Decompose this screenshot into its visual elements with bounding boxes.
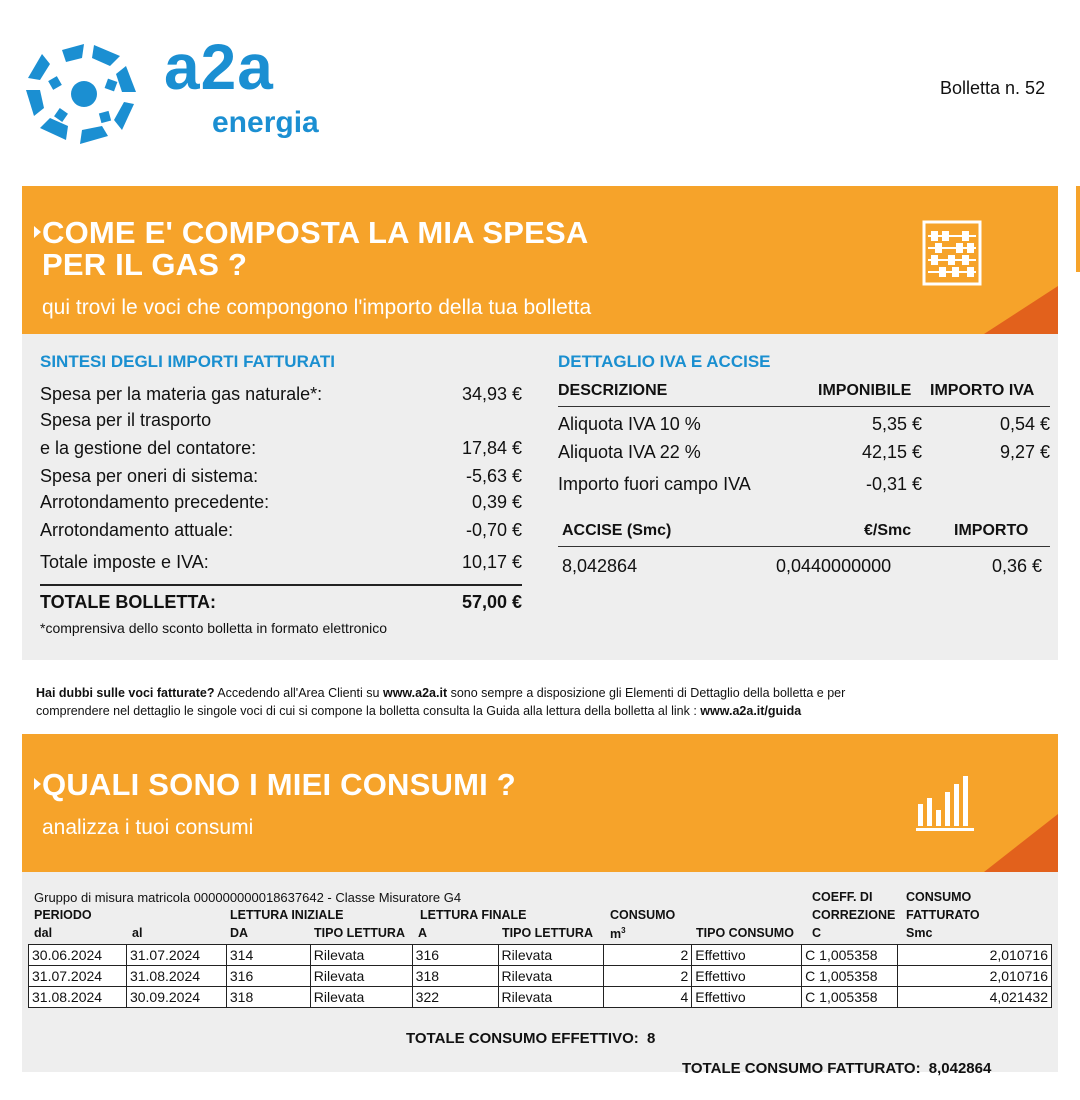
cell-da: 316: [226, 966, 310, 987]
iva-row-vat: 9,27 €: [999, 442, 1050, 462]
consumption-header: [22, 734, 1058, 872]
summary-footnote: *comprensiva dello sconto bolletta in formato elettronico: [40, 620, 388, 636]
iva-header-vat: IMPORTO IVA: [930, 382, 1035, 399]
cell-al: 31.08.2024: [126, 966, 226, 987]
title-arrow-icon: [34, 778, 41, 790]
summary-row-amount: -0,70 €: [465, 520, 522, 540]
brand-name: a2a: [164, 31, 274, 103]
cell-al: 30.09.2024: [126, 987, 226, 1008]
brand-sub: energia: [212, 106, 319, 139]
summary-row-label: Spesa per la materia gas naturale*:: [40, 384, 323, 404]
summary-row-label: Arrotondamento attuale:: [40, 520, 234, 540]
hdr-smc: Smc: [906, 926, 933, 940]
info-line-2: [36, 704, 801, 718]
summary-row-label: Spesa per oneri di sistema:: [40, 466, 259, 486]
info-line-1: [36, 686, 845, 700]
cell-dal: 31.07.2024: [29, 966, 127, 987]
total-effective-value: 8: [646, 1030, 656, 1047]
cell-dal: 31.08.2024: [29, 987, 127, 1008]
cell-a: 322: [412, 987, 498, 1008]
summary-row-amount: 17,84 €: [461, 438, 522, 458]
hdr-dal: dal: [34, 926, 53, 940]
summary-title: SINTESI DEGLI IMPORTI FATTURATI: [40, 352, 335, 371]
cell-tipo-da: Rilevata: [310, 966, 412, 987]
excise-header-rule: [558, 546, 1050, 547]
summary-total-amount: 57,00 €: [461, 592, 522, 612]
corner-fold: [984, 286, 1058, 334]
hdr-da: DA: [230, 926, 249, 940]
summary-total-label: TOTALE BOLLETTA:: [40, 592, 216, 612]
hdr-lettura-finale: LETTURA FINALE: [420, 908, 527, 922]
composition-subtitle: qui trovi le voci che compongono l'importo della tua bolletta: [42, 296, 592, 319]
excise-qty: 8,042864: [562, 556, 638, 576]
cell-a: 316: [412, 945, 498, 966]
hdr-consumo: CONSUMO: [610, 908, 676, 922]
cell-smc: 2,010716: [898, 945, 1052, 966]
corner-fold: [984, 814, 1058, 872]
iva-row-desc: Importo fuori campo IVA: [558, 474, 751, 494]
summary-total-rule: [40, 584, 522, 586]
cell-tipo: Effettivo: [692, 966, 802, 987]
cell-al: 31.07.2024: [126, 945, 226, 966]
iva-row-desc: Aliquota IVA 22 %: [558, 442, 701, 462]
consumption-table: [28, 944, 1052, 1008]
excise-rate: 0,0440000000: [776, 556, 892, 576]
info-text-2: sono sempre a disposizione gli Elementi di Dettaglio della bolletta e per: [447, 686, 846, 700]
iva-title: DETTAGLIO IVA E ACCISE: [558, 352, 771, 371]
total-billed-label: TOTALE CONSUMO FATTURATO:: [682, 1060, 921, 1077]
cell-tipo-a: Rilevata: [498, 987, 604, 1008]
hdr-tipo-consumo: TIPO CONSUMO: [696, 926, 794, 940]
excise-header-label: ACCISE (Smc): [562, 522, 672, 539]
summary-row-label: e la gestione del contatore:: [40, 438, 257, 458]
iva-header-taxable: IMPONIBILE: [818, 382, 912, 399]
hdr-periodo: PERIODO: [34, 908, 92, 922]
site-link[interactable]: www.a2a.it: [382, 686, 448, 700]
iva-header-desc: DESCRIZIONE: [558, 382, 668, 399]
hdr-lettura-iniziale: LETTURA INIZIALE: [230, 908, 344, 922]
hdr-tipo-lettura-1: TIPO LETTURA: [314, 926, 405, 940]
total-effective-label: TOTALE CONSUMO EFFETTIVO:: [406, 1030, 639, 1047]
excise-amount: 0,36 €: [991, 556, 1042, 576]
hdr-m3: $m^3$: [610, 926, 626, 942]
bar-chart-icon: [914, 770, 976, 832]
composition-title-line2: PER IL GAS ?: [42, 247, 248, 282]
title-arrow-icon: [34, 226, 41, 238]
summary-row-amount: 34,93 €: [461, 384, 522, 404]
a2a-logo: [22, 31, 342, 156]
side-marker: [1076, 186, 1080, 272]
consumption-card: [22, 734, 1058, 1077]
hdr-al: al: [132, 926, 143, 940]
consumption-title: QUALI SONO I MIEI CONSUMI ?: [42, 767, 516, 802]
composition-title-line1: COME E' COMPOSTA LA MIA SPESA: [42, 215, 589, 250]
hdr-fatturato: FATTURATO: [906, 908, 980, 922]
cell-consumo: 2: [604, 966, 692, 987]
hdr-correzione: CORREZIONE: [812, 908, 896, 922]
summary-row-label: Spesa per il trasporto: [40, 410, 212, 430]
total-billed: [682, 1060, 991, 1077]
info-text-3: comprendere nel dettaglio le singole voci di cui si compone la bolletta consulta la Guida alla lettura della bolletta al link :: [36, 704, 701, 718]
summary-row-amount: 10,17 €: [461, 552, 522, 572]
cell-dal: 30.06.2024: [29, 945, 127, 966]
iva-row-desc: Aliquota IVA 10 %: [558, 414, 701, 434]
info-text-1: Accedendo all'Area Clienti su: [214, 686, 383, 700]
abacus-icon: [922, 220, 982, 286]
cell-smc: 2,010716: [898, 966, 1052, 987]
cell-tipo-a: Rilevata: [498, 966, 604, 987]
cell-coeff: C 1,005358: [802, 945, 898, 966]
cell-consumo: 2: [604, 945, 692, 966]
table-row: [29, 966, 1052, 987]
info-bold: Hai dubbi sulle voci fatturate?: [36, 686, 215, 700]
summary-row-label: Arrotondamento precedente:: [40, 492, 270, 512]
cell-consumo: 4: [604, 987, 692, 1008]
summary-row-label: Totale imposte e IVA:: [40, 552, 209, 572]
cell-da: 314: [226, 945, 310, 966]
bill-number: Bolletta n. 52: [940, 78, 1046, 98]
composition-card: [22, 186, 1058, 660]
excise-header-amount: IMPORTO: [954, 522, 1029, 539]
meter-line: Gruppo di misura matricola 000000000018637642 - Classe Misuratore G4: [34, 890, 462, 905]
cell-coeff: C 1,005358: [802, 966, 898, 987]
excise-header-rate: €/Smc: [864, 522, 912, 539]
iva-header-rule: [558, 406, 1050, 407]
cell-coeff: C 1,005358: [802, 987, 898, 1008]
summary-row-amount: -5,63 €: [465, 466, 522, 486]
cell-tipo: Effettivo: [692, 987, 802, 1008]
guide-link[interactable]: www.a2a.it/guida: [700, 704, 802, 718]
hdr-coeff: COEFF. DI: [812, 890, 873, 904]
hdr-tipo-lettura-2: TIPO LETTURA: [502, 926, 593, 940]
iva-row-taxable: 42,15 €: [861, 442, 922, 462]
hdr-a: A: [418, 926, 428, 940]
cell-a: 318: [412, 966, 498, 987]
cell-tipo-a: Rilevata: [498, 945, 604, 966]
total-billed-value: 8,042864: [928, 1060, 992, 1077]
cell-da: 318: [226, 987, 310, 1008]
cell-smc: 4,021432: [898, 987, 1052, 1008]
iva-row-taxable: -0,31 €: [865, 474, 922, 494]
cell-tipo: Effettivo: [692, 945, 802, 966]
cell-tipo-da: Rilevata: [310, 987, 412, 1008]
iva-row-taxable: 5,35 €: [871, 414, 922, 434]
cell-tipo-da: Rilevata: [310, 945, 412, 966]
total-effective: [406, 1030, 655, 1047]
consumption-subtitle: analizza i tuoi consumi: [42, 816, 254, 839]
table-row: [29, 945, 1052, 966]
composition-header: [22, 186, 1058, 334]
iva-row-vat: 0,54 €: [999, 414, 1050, 434]
hdr-c: C: [812, 926, 822, 940]
table-row: [29, 987, 1052, 1008]
summary-row-amount: 0,39 €: [471, 492, 522, 512]
hdr-consumo-fatt: CONSUMO: [906, 890, 972, 904]
